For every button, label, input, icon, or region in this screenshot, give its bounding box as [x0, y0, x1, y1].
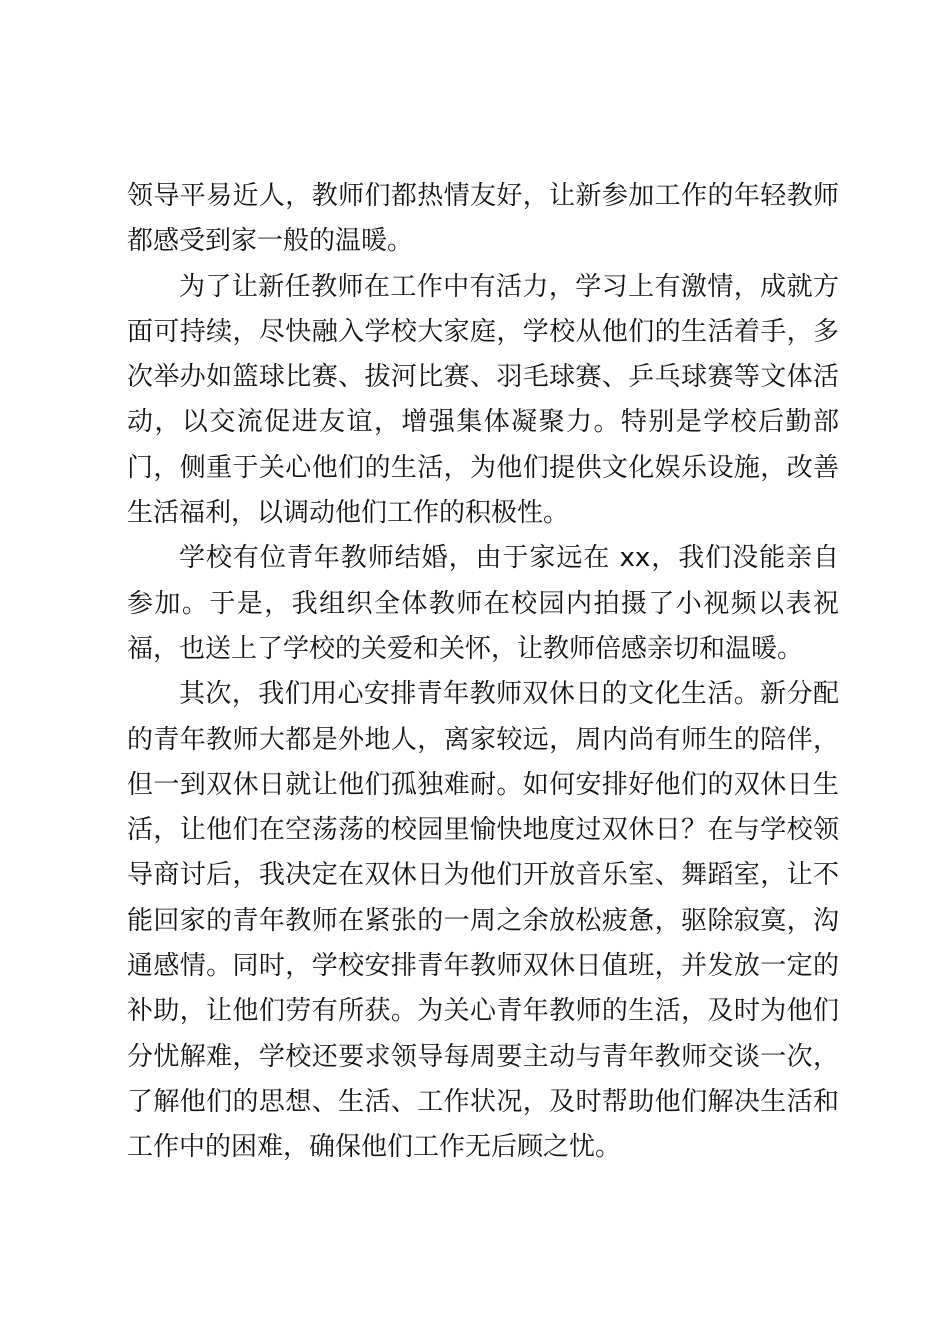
paragraph-3: 学校有位青年教师结婚，由于家远在 xx，我们没能亲自参加。于是，我组织全体教师在校园内拍摄了小视频以表祝福，也送上了学校的关爱和关怀，让教师倍感亲切和温暖。	[127, 543, 839, 664]
paragraph-1: 领导平易近人，教师们都热情友好，让新参加工作的年轻教师都感受到家一般的温暖。	[127, 181, 839, 257]
document-body	[127, 174, 839, 1171]
paragraph-4: 其次，我们用心安排青年教师双休日的文化生活。新分配的青年教师大都是外地人，离家较远，周内尚有师生的陪伴，但一到双休日就让他们孤独难耐。如何安排好他们的双休日生活，让他们在空荡荡的校园里愉快地度过双休日？在与学校领导商讨后，我决定在双休日为他们开放音乐室、舞蹈室，让不能回家的青年教师在紧张的一周之余放松疲惫，驱除寂寞，沟通感情。同时，学校安排青年教师双休日值班，并发放一定的补助，让他们劳有所获。为关心青年教师的生活，及时为他们分忧解难，学校还要求领导每周要主动与青年教师交谈一次，了解他们的思想、生活、工作状况，及时帮助他们解决生活和工作中的困难，确保他们工作无后顾之忧。	[127, 679, 839, 1163]
paragraph-2: 为了让新任教师在工作中有活力，学习上有激情，成就方面可持续，尽快融入学校大家庭，学校从他们的生活着手，多次举办如篮球比赛、拔河比赛、羽毛球赛、乒乓球赛等文体活动，以交流促进友谊，增强集体凝聚力。特别是学校后勤部门，侧重于关心他们的生活，为他们提供文化娱乐设施，改善生活福利，以调动他们工作的积极性。	[127, 271, 839, 529]
